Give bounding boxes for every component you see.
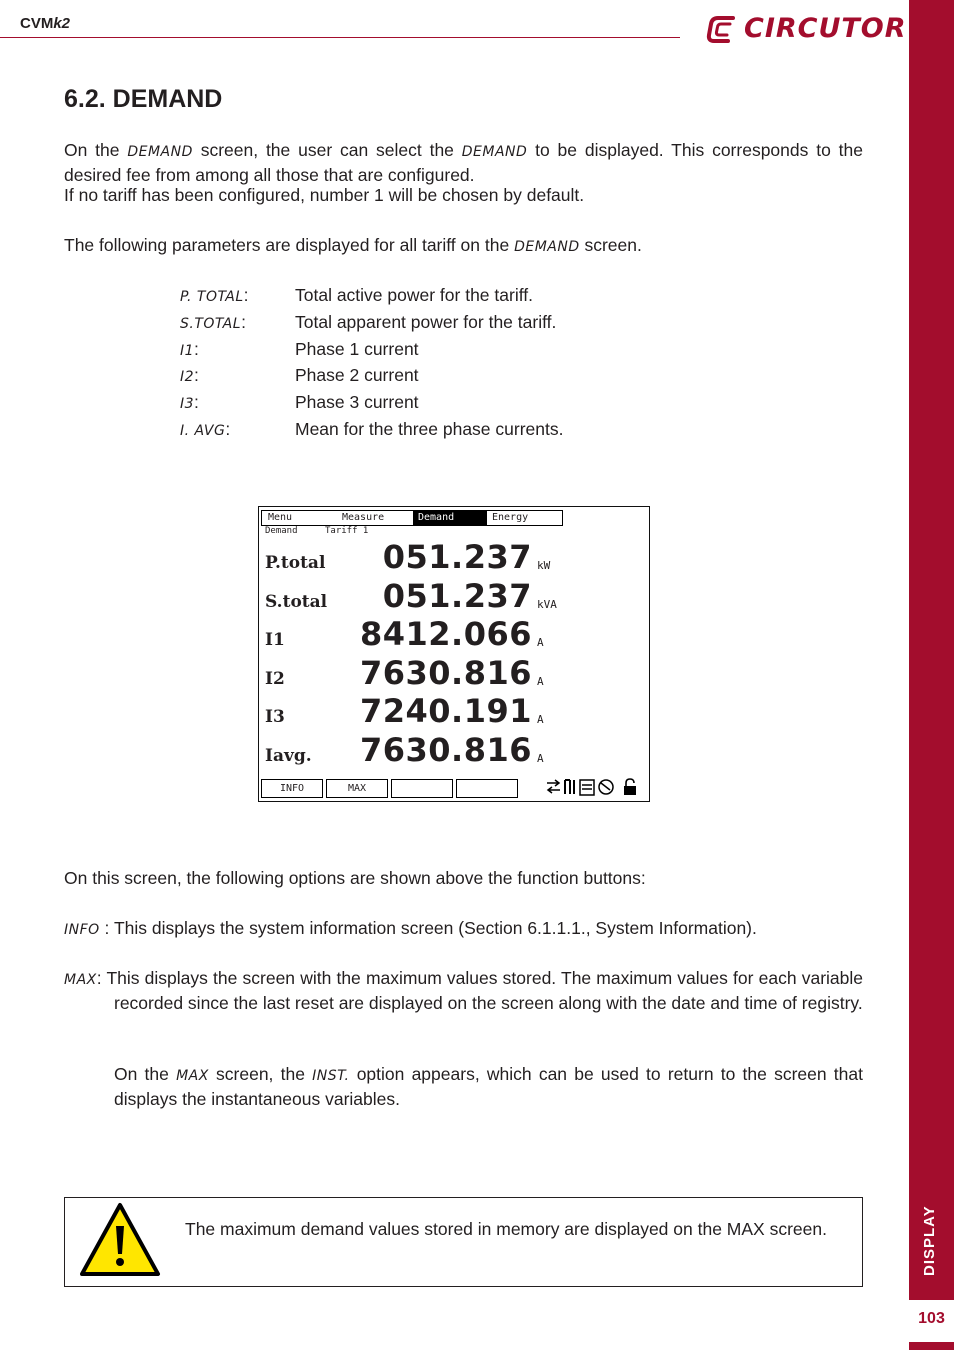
measure-unit: A <box>537 752 544 765</box>
device-demand-screen <box>258 506 650 802</box>
measure-unit: kVA <box>537 598 557 611</box>
communication-arrows-icon <box>547 780 560 793</box>
brand-logo <box>706 11 907 47</box>
memory-card-icon <box>580 780 594 795</box>
empty-function-key[interactable] <box>456 779 518 798</box>
page-number: 103 <box>918 1310 945 1327</box>
tab-demand[interactable]: Demand <box>413 511 487 525</box>
measure-unit: A <box>537 713 544 726</box>
inst-option-description: On the MAX screen, the INST. option appears, which can be used to return to the screen that displays the instantaneous variables. <box>114 1064 863 1109</box>
circutor-c-icon <box>706 11 742 47</box>
screen-tab-bar <box>261 510 563 526</box>
lcd-term-demand: DEMAND <box>461 144 528 160</box>
lock-icon <box>624 779 636 795</box>
tab-energy[interactable]: Energy <box>492 512 529 523</box>
sidebar-section-label: DISPLAY <box>921 1205 938 1276</box>
section-sidebar <box>909 0 954 1350</box>
measure-value: 8412.066 <box>359 615 532 653</box>
parameter-row: I2: Phase 2 current <box>180 365 419 385</box>
measure-value: 7630.816 <box>359 654 532 692</box>
status-icons <box>546 777 642 797</box>
empty-function-key[interactable] <box>391 779 453 798</box>
measure-value: 051.237 <box>382 538 532 576</box>
max-function-key[interactable]: MAX <box>326 779 388 798</box>
info-function-key[interactable]: INFO <box>261 779 323 798</box>
measure-label: S.total <box>265 592 328 612</box>
measure-label: I3 <box>265 707 285 727</box>
measure-label: P.total <box>265 553 326 573</box>
intro-paragraph-1: On the DEMAND screen, the user can select the DEMAND to be displayed. This corresponds to the desired fee from among all those that are configured. <box>64 140 863 185</box>
warning-text: The maximum demand values stored in memory are displayed on the MAX screen. <box>185 1219 827 1239</box>
header-rule <box>0 37 680 38</box>
screen-subtitle: Demand <box>265 526 298 536</box>
measure-value: 7630.816 <box>359 731 532 769</box>
measure-label: Iavg. <box>265 746 312 766</box>
brand-wordmark: CIRCUTOR <box>744 13 907 44</box>
tariff-label: Tariff 1 <box>325 526 369 536</box>
info-option-description: INFO : This displays the system information screen (Section 6.1.1.1., System Information). <box>64 918 757 938</box>
measure-value: 051.237 <box>382 577 532 615</box>
measure-label: I2 <box>265 669 285 689</box>
intro-paragraph-3: The following parameters are displayed for all tariff on the DEMAND screen. <box>64 235 642 255</box>
warning-triangle-icon <box>79 1202 161 1278</box>
parameter-row: I. AVG: Mean for the three phase currents. <box>180 419 564 439</box>
measure-value: 7240.191 <box>359 692 532 730</box>
gauge-icon <box>599 780 613 794</box>
intro-paragraph-2: If no tariff has been configured, number 1 will be chosen by default. <box>64 185 585 205</box>
lcd-term-max: MAX <box>176 1068 209 1084</box>
connection-icon <box>565 780 574 794</box>
parameter-row: I3: Phase 3 current <box>180 392 419 412</box>
tab-measure[interactable]: Measure <box>342 512 385 523</box>
lcd-term-demand: DEMAND <box>514 239 580 255</box>
parameter-row: I1: Phase 1 current <box>180 339 419 359</box>
lcd-term-max: MAX <box>64 972 97 988</box>
product-name: CVMk2 <box>20 15 71 32</box>
lcd-term-info: INFO <box>64 922 100 938</box>
measure-unit: A <box>537 675 544 688</box>
measure-unit: A <box>537 636 544 649</box>
parameter-row: P. TOTAL: Total active power for the tariff. <box>180 285 533 305</box>
measure-unit: kW <box>537 559 551 572</box>
tab-menu[interactable]: Menu <box>268 512 293 523</box>
warning-note <box>64 1197 863 1287</box>
measure-label: I1 <box>265 630 285 650</box>
parameter-row: S.TOTAL: Total apparent power for the tariff. <box>180 312 557 332</box>
lcd-term-inst: INST. <box>312 1068 350 1084</box>
max-option-description: MAX: This displays the screen with the maximum values stored. The maximum values for each variable recorded since the last reset are displayed on the screen along with the date and time of registry. <box>64 968 863 1013</box>
lcd-term-demand: DEMAND <box>127 144 193 160</box>
options-intro: On this screen, the following options are shown above the function buttons: <box>64 868 646 888</box>
section-title: 6.2. DEMAND <box>64 85 223 113</box>
